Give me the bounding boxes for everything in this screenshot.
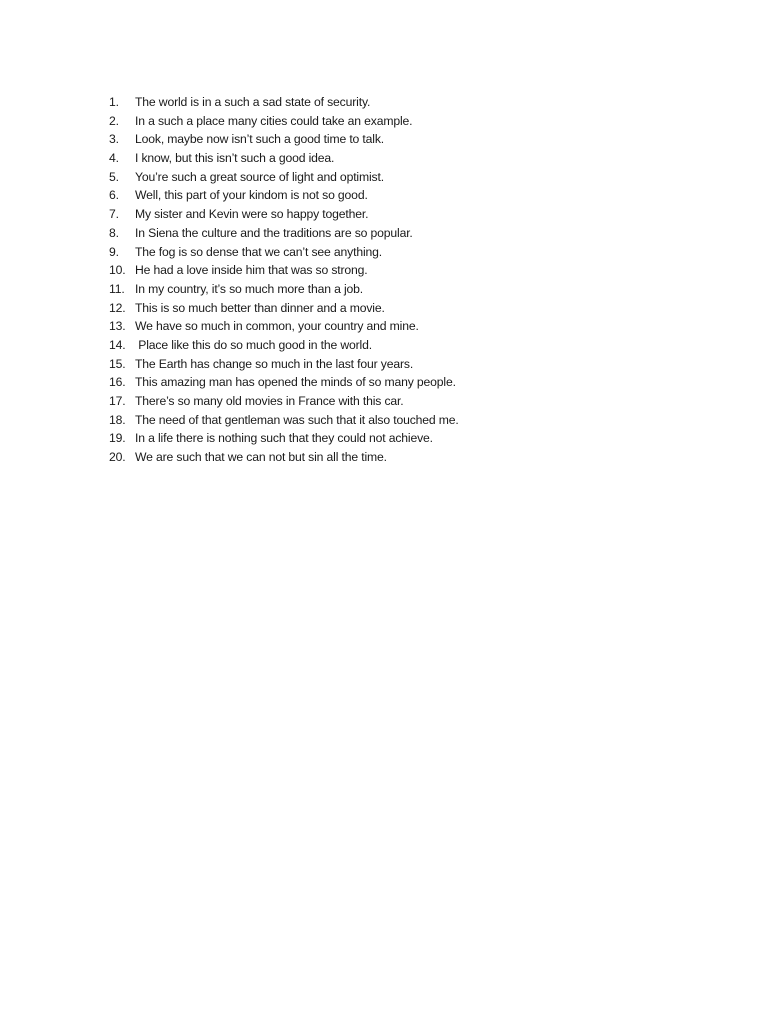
list-item (109, 429, 729, 448)
item-text: The Earth has change so much in the last four years. (135, 356, 414, 371)
item-text: This amazing man has opened the minds of so many people. (135, 375, 456, 390)
item-text: In my country, it’s so much more than a job. (135, 281, 363, 296)
list-item (109, 373, 729, 392)
list-item (109, 243, 729, 262)
item-text: Well, this part of your kindom is not so good. (135, 188, 368, 203)
item-number: 9. (109, 244, 119, 259)
item-text: There’s so many old movies in France with this car. (135, 394, 404, 408)
item-number: 17. (109, 394, 126, 408)
item-number: 3. (109, 132, 119, 147)
item-number: 16. (109, 375, 126, 390)
item-number: 6. (109, 188, 119, 203)
item-text: The world is in a such a sad state of security. (135, 95, 371, 109)
sentence-list (109, 93, 729, 467)
item-number: 15. (109, 356, 126, 371)
list-item (109, 186, 729, 205)
item-number: 1. (109, 95, 119, 109)
item-text: We are such that we can not but sin all the time. (135, 450, 387, 465)
item-text: I know, but this isn’t such a good idea. (135, 151, 335, 166)
item-number: 2. (109, 113, 119, 128)
item-text: He had a love inside him that was so strong. (135, 263, 368, 278)
item-text: This is so much better than dinner and a movie. (135, 300, 385, 315)
item-text: The fog is so dense that we can’t see anything. (135, 244, 383, 259)
list-item (109, 299, 729, 318)
list-item (109, 355, 729, 374)
item-text: In a life there is nothing such that they could not achieve. (135, 431, 433, 446)
item-number: 11. (109, 281, 125, 296)
list-item (109, 112, 729, 131)
list-item (109, 261, 729, 280)
item-number: 7. (109, 207, 119, 222)
item-text: We have so much in common, your country and mine. (135, 319, 419, 334)
item-text: In Siena the culture and the traditions are so popular. (135, 225, 413, 240)
item-text: My sister and Kevin were so happy together. (135, 207, 369, 222)
item-number: 10. (109, 263, 126, 278)
list-item (109, 130, 729, 149)
item-text: The need of that gentleman was such that it also touched me. (135, 412, 459, 427)
item-text: In a such a place many cities could take an example. (135, 113, 413, 128)
item-text: Look, maybe now isn’t such a good time to talk. (135, 132, 385, 147)
list-item (109, 392, 729, 411)
list-item (109, 411, 729, 430)
item-text: You’re such a great source of light and optimist. (135, 169, 384, 184)
item-number: 4. (109, 151, 119, 166)
list-item (109, 336, 729, 355)
list-item (109, 317, 729, 336)
list-item (109, 280, 729, 299)
item-number: 20. (109, 450, 126, 465)
item-number: 13. (109, 319, 126, 334)
list-item (109, 205, 729, 224)
list-item (109, 93, 729, 112)
item-number: 18. (109, 412, 126, 427)
item-text: Place like this do so much good in the world. (135, 337, 372, 352)
list-item (109, 224, 729, 243)
item-number: 19. (109, 431, 126, 446)
list-item (109, 448, 729, 467)
item-number: 5. (109, 169, 119, 184)
item-number: 12. (109, 300, 126, 315)
list-item (109, 168, 729, 187)
item-number: 8. (109, 225, 119, 240)
item-number: 14. (109, 337, 126, 352)
list-item (109, 149, 729, 168)
